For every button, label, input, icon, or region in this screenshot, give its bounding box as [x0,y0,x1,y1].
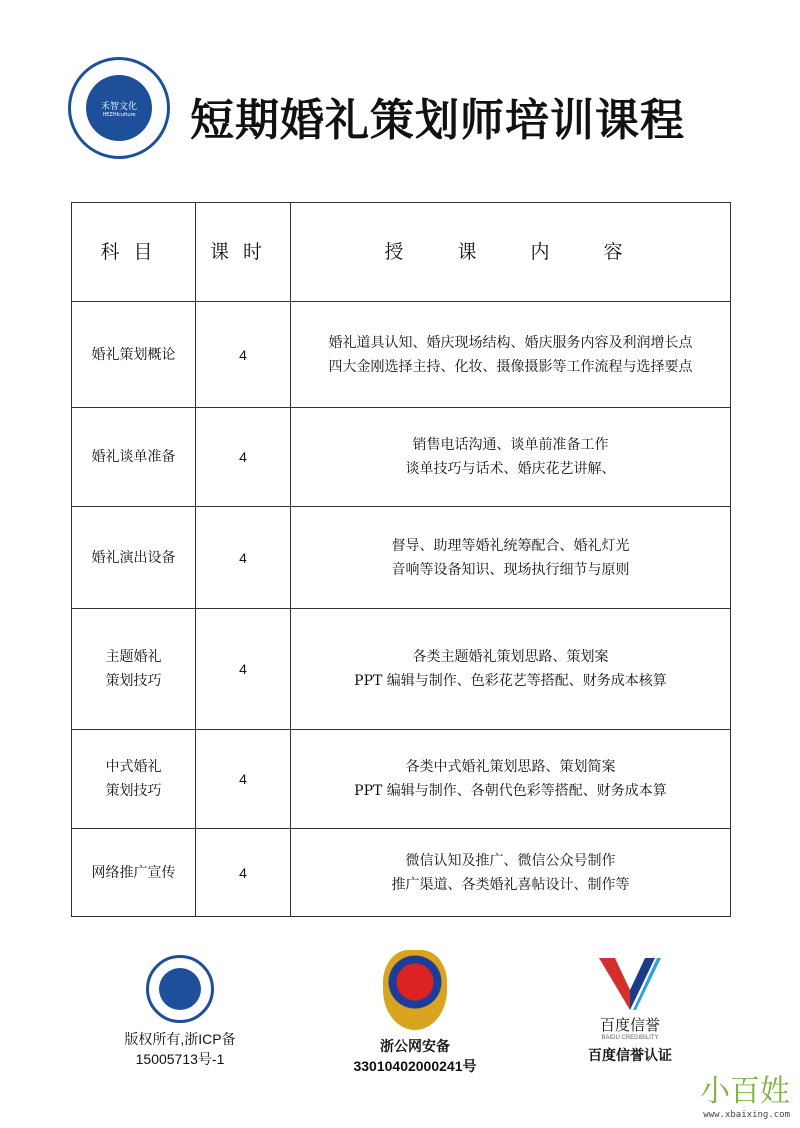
logo-cn: 禾智文化 [100,101,137,112]
baidu-en: BAIDU CREDIBILITY [601,1035,659,1041]
content-line: 推广渠道、各类婚礼喜帖设计、制作等 [391,876,630,893]
hours-cell: 4 [196,829,291,917]
header-content: 授 课 内 容 [291,203,731,302]
content-cell [291,408,731,507]
content-line: PPT 编辑与制作、色彩花艺等搭配、财务成本核算 [354,673,667,689]
watermark-url: www.xbaixing.com [703,1110,790,1120]
content-line: 音响等设备知识、现场执行细节与原则 [391,561,630,578]
table-row [72,730,731,829]
subject-cell: 中式婚礼 策划技巧 [72,730,196,829]
baidu-logo-text: 百度信誉 [599,1017,660,1034]
subject-cell: 婚礼谈单准备 [72,408,196,507]
baidu-text: 百度信誉认证 [588,1047,672,1063]
icp-block [95,955,265,1069]
page-title: 短期婚礼策划师培训课程 [190,95,685,146]
content-cell [291,829,731,917]
hours-cell: 4 [196,730,291,829]
police-emblem-icon [383,950,447,1030]
content-cell [291,730,731,829]
table-row [72,507,731,609]
table-row [72,829,731,917]
watermark-text: 小百姓 [700,1074,790,1109]
police-text: 浙公网安备 33010402000241号 [353,1038,477,1074]
header-hours: 课时 [196,203,291,302]
content-cell [291,302,731,408]
content-line: 销售电话沟通、谈单前准备工作 [412,437,609,453]
baidu-block [570,958,690,1065]
content-line: 微信认知及推广、微信公众号制作 [405,852,616,869]
content-cell [291,507,731,609]
content-line: 各类中式婚礼策划思路、策划简案 [405,759,616,775]
hours-cell: 4 [196,609,291,730]
table-row [72,408,731,507]
subject-cell: 网络推广宣传 [72,829,196,917]
company-logo [68,57,170,159]
subject-cell: 婚礼策划概论 [72,302,196,408]
police-block [325,950,505,1076]
watermark [700,1066,790,1120]
content-line: 督导、助理等婚礼统筹配合、婚礼灯光 [391,537,630,554]
table-row [72,302,731,408]
icp-text: 版权所有,浙ICP备15005713号-1 [124,1031,236,1067]
subject-cell: 主题婚礼 策划技巧 [72,609,196,730]
table-row [72,609,731,730]
content-line: PPT 编辑与制作、各朝代色彩等搭配、财务成本算 [354,783,667,799]
content-line: 四大金刚选择主持、化妆、摄像摄影等工作流程与选择要点 [328,358,693,375]
subject-cell: 婚礼演出设备 [72,507,196,609]
hours-cell: 4 [196,507,291,609]
content-line: 婚礼道具认知、婚庆现场结构、婚庆服务内容及利润增长点 [328,334,693,351]
hours-cell: 4 [196,408,291,507]
content-cell [291,609,731,730]
company-badge-icon [146,955,214,1023]
logo-en: HEZHIculture [102,111,136,118]
baidu-v-icon [599,958,661,1010]
content-line: 各类主题婚礼策划思路、策划案 [412,649,609,665]
table-header-row [72,203,731,302]
header-subject: 科目 [72,203,196,302]
hours-cell: 4 [196,302,291,408]
course-table [71,202,731,917]
content-line: 谈单技巧与话术、婚庆花艺讲解、 [405,461,616,477]
